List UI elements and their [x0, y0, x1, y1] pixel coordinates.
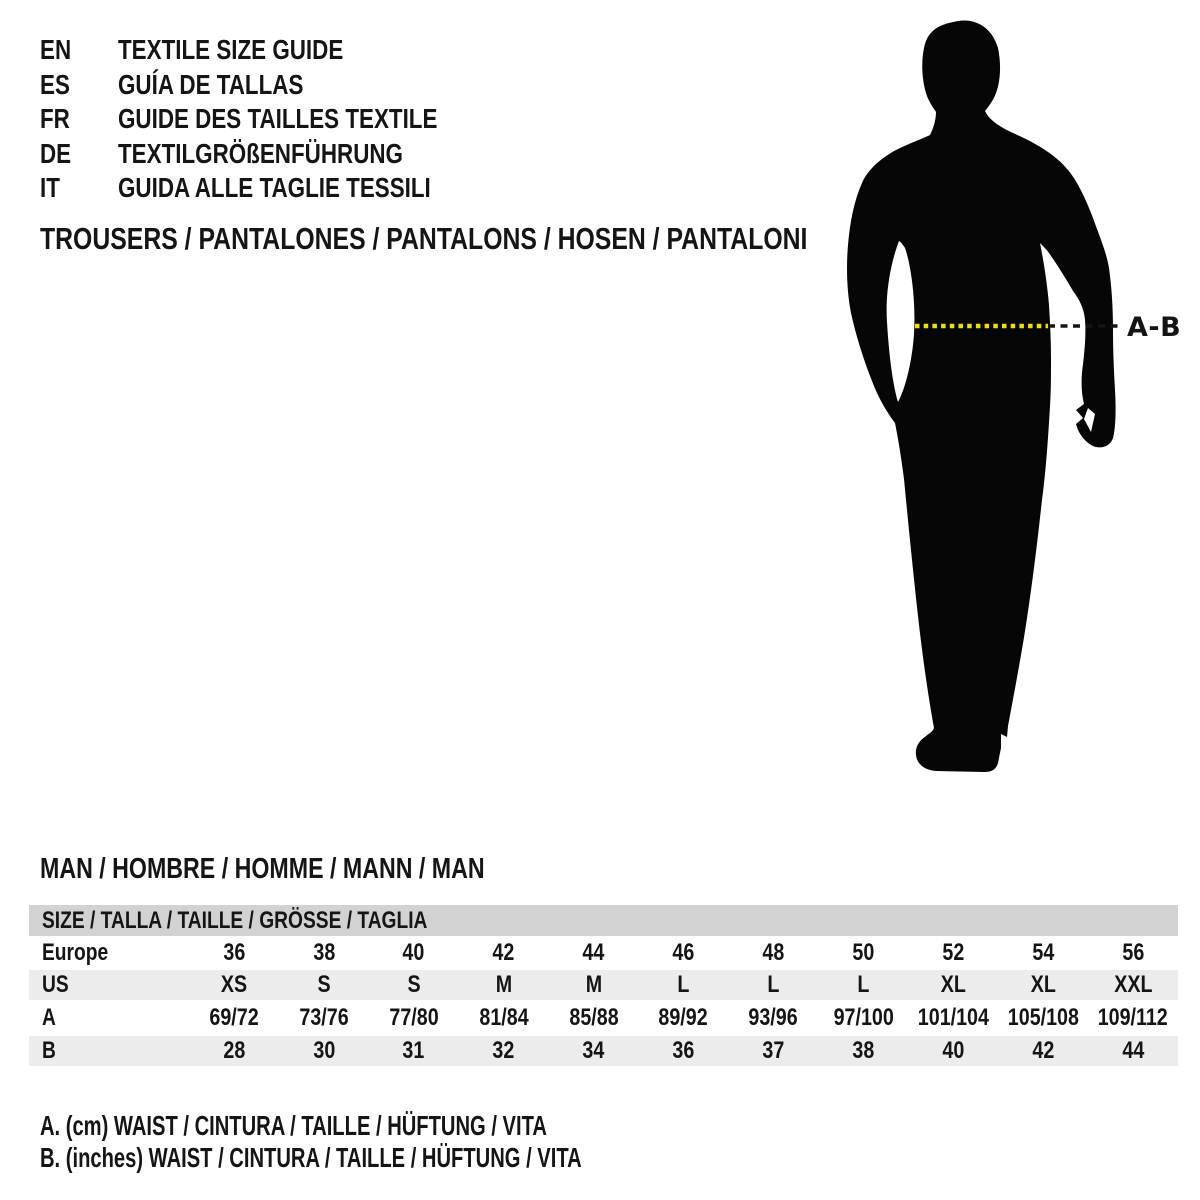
language-title-list	[40, 33, 517, 206]
footnote-b-inches: B. (inches) WAIST / CINTURA / TAILLE / HÜFTUNG / VITA	[40, 1142, 582, 1173]
language-code-es: ES	[40, 68, 70, 100]
size-cell: 48	[762, 939, 785, 966]
size-cell: 31	[402, 1037, 425, 1064]
size-cell: S	[317, 971, 331, 998]
measurement-footnotes	[40, 1110, 792, 1174]
ab-marker-label: A-B	[1127, 312, 1182, 343]
size-cell: 42	[492, 939, 515, 966]
size-cell: XXL	[1113, 971, 1153, 998]
size-cell: 69/72	[209, 1004, 259, 1031]
size-cell: 37	[762, 1037, 785, 1064]
guide-title-es: GUÍA DE TALLAS	[118, 68, 304, 100]
size-cell: 28	[222, 1037, 245, 1064]
size-cell: 36	[222, 939, 245, 966]
size-cell: 93/96	[748, 1004, 799, 1031]
size-cell: M	[585, 971, 602, 998]
language-row-de	[40, 137, 517, 172]
size-cell: 77/80	[389, 1004, 439, 1031]
size-row-us	[29, 970, 1178, 1000]
language-code-de: DE	[40, 137, 72, 169]
size-cell: 40	[402, 939, 425, 966]
size-cell: 81/84	[479, 1004, 529, 1031]
size-cell: 101/104	[917, 1004, 989, 1031]
size-cell: S	[407, 971, 421, 998]
category-title: TROUSERS / PANTALONES / PANTALONS / HOSEN / PANTALONI	[40, 221, 808, 256]
language-row-en	[40, 33, 517, 68]
size-table-header: SIZE / TALLA / TAILLE / GRÖSSE / TAGLIA	[29, 905, 1178, 936]
guide-title-de: TEXTILGRÖßENFÜHRUNG	[118, 137, 403, 169]
language-row-fr	[40, 102, 517, 137]
man-silhouette-figure	[820, 0, 1200, 800]
size-cell: 44	[1122, 1037, 1144, 1064]
row-label-europe: Europe	[42, 939, 109, 966]
row-label-b: B	[42, 1037, 56, 1064]
size-cell: L	[857, 971, 870, 998]
size-cell: 34	[582, 1037, 605, 1064]
size-cell: 42	[1032, 1037, 1055, 1064]
size-cell: 32	[492, 1037, 515, 1064]
size-cell: XL	[1030, 971, 1056, 998]
language-code-fr: FR	[40, 103, 70, 135]
size-cell: 50	[852, 939, 875, 966]
size-cell: 56	[1122, 939, 1144, 966]
size-cell: 97/100	[833, 1004, 894, 1031]
size-cell: 52	[942, 939, 965, 966]
size-row-a-cm	[29, 1000, 1178, 1036]
size-table	[29, 905, 1178, 1066]
size-cell: L	[677, 971, 690, 998]
size-cell: 73/76	[299, 1004, 349, 1031]
guide-title-it: GUIDA ALLE TAGLIE TESSILI	[118, 172, 431, 204]
section-title-man: MAN / HOMBRE / HOMME / MANN / MAN	[40, 853, 485, 885]
guide-title-en: TEXTILE SIZE GUIDE	[118, 34, 344, 66]
size-cell: 38	[312, 939, 335, 966]
row-label-a: A	[42, 1004, 56, 1031]
guide-title-fr: GUIDE DES TAILLES TEXTILE	[118, 103, 438, 135]
man-silhouette	[847, 20, 1116, 772]
size-cell: 40	[942, 1037, 965, 1064]
size-cell: 109/112	[1097, 1004, 1169, 1031]
row-label-us: US	[42, 971, 69, 998]
size-cell: 38	[852, 1037, 875, 1064]
footnote-a-cm: A. (cm) WAIST / CINTURA / TAILLE / HÜFTUNG / VITA	[40, 1110, 547, 1141]
size-cell: 89/92	[658, 1004, 709, 1031]
size-row-europe	[29, 936, 1178, 970]
language-code-en: EN	[40, 34, 72, 66]
size-cell: 46	[672, 939, 695, 966]
size-cell: L	[767, 971, 780, 998]
size-cell: XS	[220, 971, 248, 998]
size-cell: 85/88	[568, 1004, 619, 1031]
size-cell: 30	[312, 1037, 335, 1064]
size-cell: M	[495, 971, 512, 998]
language-row-es	[40, 68, 517, 103]
size-cell: 105/108	[1007, 1004, 1079, 1031]
language-code-it: IT	[40, 172, 60, 204]
language-row-it	[40, 171, 517, 206]
size-cell: 54	[1032, 939, 1055, 966]
size-cell: 36	[672, 1037, 695, 1064]
size-cell: XL	[940, 971, 966, 998]
size-cell: 44	[582, 939, 605, 966]
size-row-b-inches	[29, 1036, 1178, 1066]
